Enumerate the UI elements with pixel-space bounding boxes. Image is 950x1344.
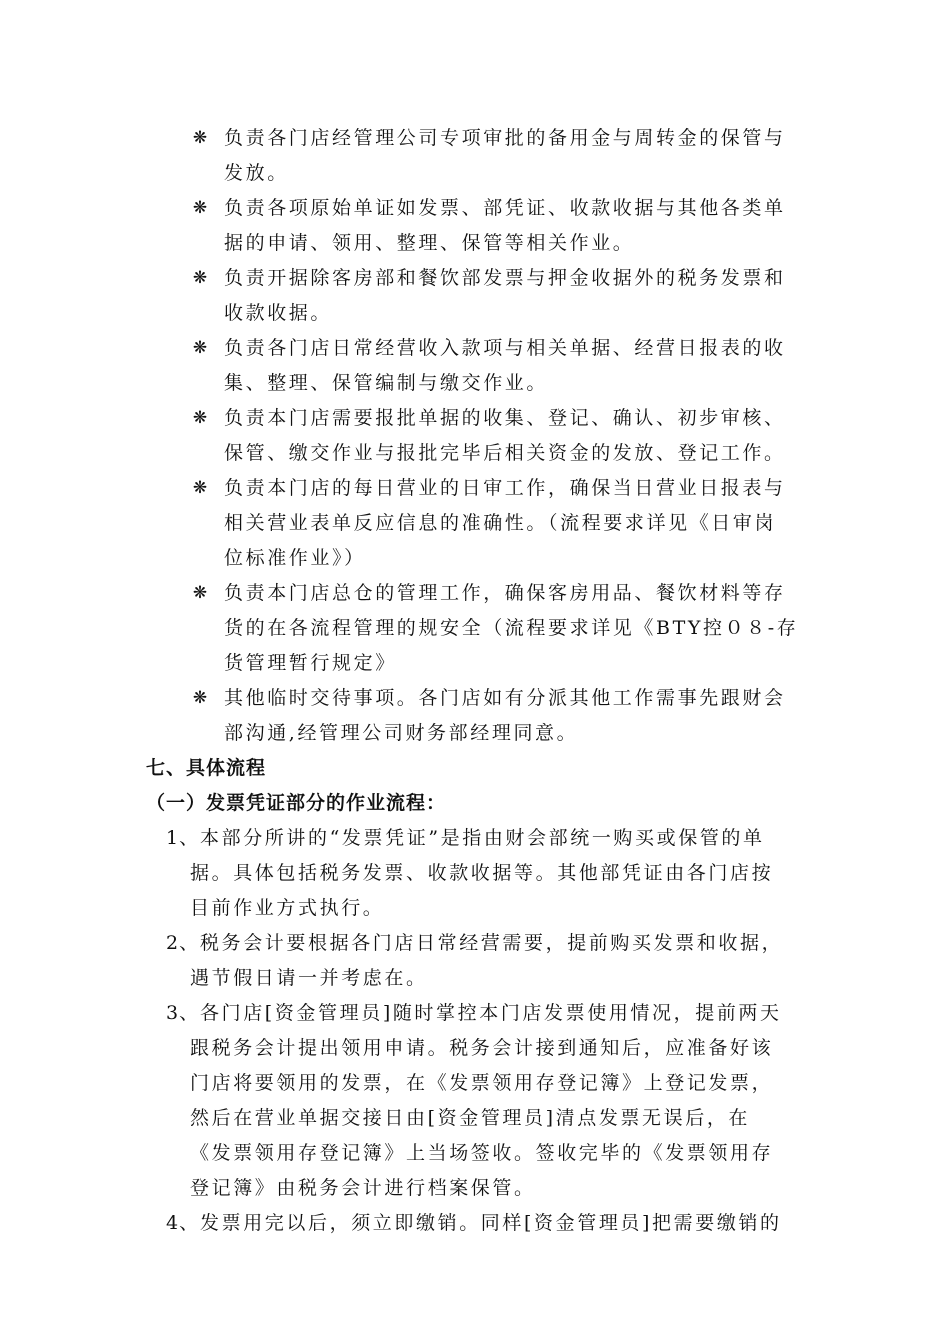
bullet-line: 集、整理、保管编制与缴交作业。 [224,372,549,394]
item-line: 发票用完以后，须立即缴销。同样[资金管理员]把需要缴销的 [200,1212,782,1234]
section-title: 七、具体流程 [146,757,267,779]
bullet-line: 货管理暂行规定》 [224,652,397,674]
bullet-line: 负责各门店日常经营收入款项与相关单据、经营日报表的收 [224,337,786,359]
bullet-line: 位标准作业》） [224,547,366,569]
bullet-line: 相关营业表单反应信息的准确性。（流程要求详见《日审岗 [224,512,777,534]
bullet-line: 负责本门店的每日营业的日审工作，确保当日营业日报表与 [224,477,786,499]
bullet-line: 保管、缴交作业与报批完毕后相关资金的发放、登记工作。 [224,442,786,464]
item-number: 1、 [166,827,200,849]
bullet-line: 其他临时交待事项。各门店如有分派其他工作需事先跟财会 [224,687,786,709]
bullet-icon: ❋ [192,338,208,358]
bullet-line: 负责本门店总仓的管理工作，确保客房用品、餐饮材料等存 [224,582,786,604]
bullet-line: 负责各项原始单证如发票、部凭证、收款收据与其他各类单 [224,197,786,219]
item-line: 各门店[资金管理员]随时掌控本门店发票使用情况，提前两天 [200,1002,782,1024]
item-line: 税务会计要根据各门店日常经营需要，提前购买发票和收据， [200,932,784,954]
item-line: 目前作业方式执行。 [190,897,385,919]
item-number: 2、 [166,932,200,954]
item-line: 《发票领用存登记簿》上当场签收。签收完毕的《发票领用存 [190,1142,774,1164]
bullet-line: 发放。 [224,162,289,184]
bullet-icon: ❋ [192,268,208,288]
bullet-icon: ❋ [192,583,208,603]
bullet-line: 货的在各流程管理的规安全（流程要求详见《BTY控０８-存 [224,617,799,639]
bullet-icon: ❋ [192,478,208,498]
bullet-icon: ❋ [192,128,208,148]
bullet-line: 收款收据。 [224,302,333,324]
bullet-line: 负责各门店经管理公司专项审批的备用金与周转金的保管与 [224,127,786,149]
subsection-title: （一）发票凭证部分的作业流程： [146,792,447,814]
item-line: 遇节假日请一并考虑在。 [190,967,428,989]
bullet-line: 部沟通,经管理公司财务部经理同意。 [224,722,579,744]
bullet-icon: ❋ [192,198,208,218]
bullet-line: 负责开据除客房部和餐饮部发票与押金收据外的税务发票和 [224,267,786,289]
bullet-line: 据的申请、领用、整理、保管等相关作业。 [224,232,635,254]
item-line: 跟税务会计提出领用申请。税务会计接到通知后，应准备好该 [190,1037,774,1059]
bullet-line: 负责本门店需要报批单据的收集、登记、确认、初步审核、 [224,407,786,429]
item-line: 据。具体包括税务发票、收款收据等。其他部凭证由各门店按 [190,862,774,884]
item-number: 3、 [166,1002,200,1024]
item-line: 门店将要领用的发票，在《发票领用存登记簿》上登记发票， [190,1072,774,1094]
item-line: 登记簿》由税务会计进行档案保管。 [190,1177,536,1199]
item-number: 4、 [166,1212,200,1234]
bullet-icon: ❋ [192,688,208,708]
item-line: 本部分所讲的“发票凭证”是指由财会部统一购买或保管的单 [200,827,765,849]
bullet-icon: ❋ [192,408,208,428]
item-line: 然后在营业单据交接日由[资金管理员]清点发票无误后，在 [190,1107,751,1129]
